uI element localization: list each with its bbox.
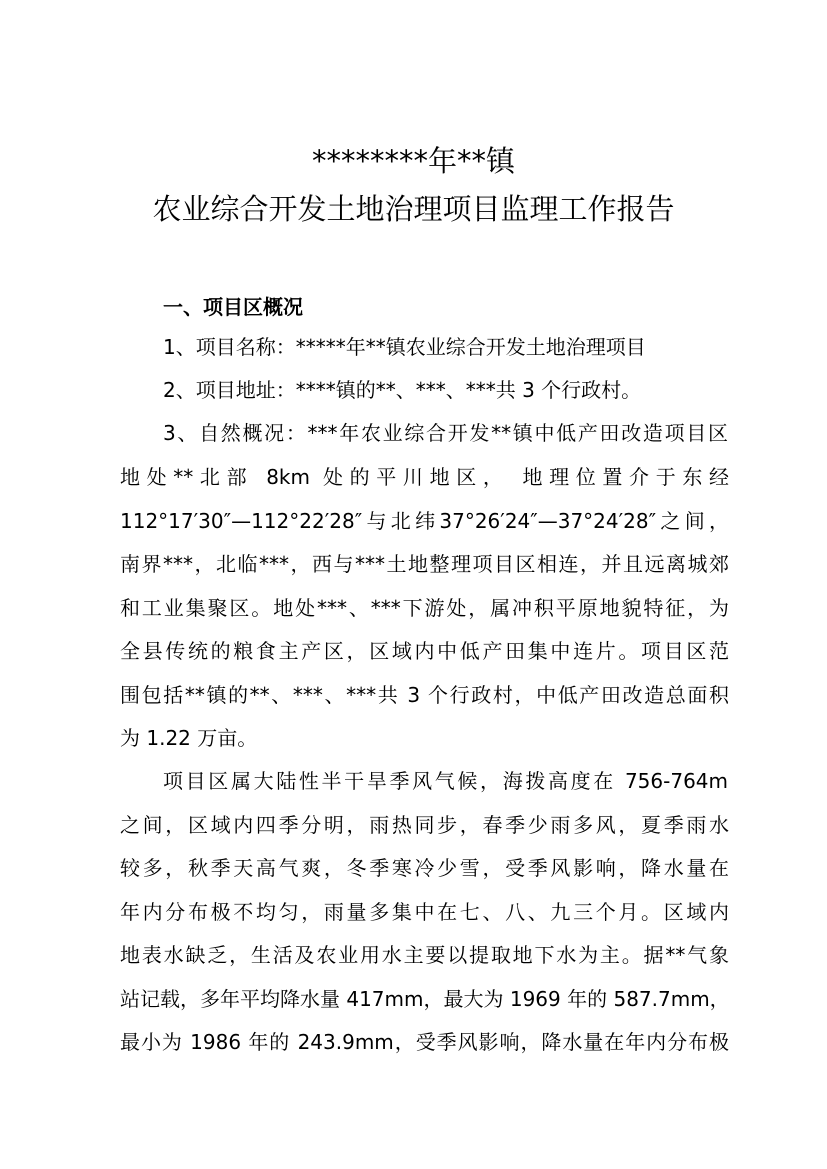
document-title-line2: 农业综合开发土地治理项目监理工作报告 [152, 192, 675, 226]
document-title-line1: ********年**镇 [311, 144, 515, 178]
section-heading: 一、项目区概况 [163, 295, 303, 319]
paragraph-line: 最小为 1986 年的 243.9mm，受季风影响，降水量在年内分布极 [120, 1030, 729, 1054]
paragraph-line: 站记载，多年平均降水量 417mm，最大为 1969 年的 587.7mm， [120, 987, 730, 1011]
paragraph-line: 和工业集聚区。地处***、***下游处，属冲积平原地貌特征，为 [120, 596, 729, 620]
project-name-item: 1、项目名称：*****年**镇农业综合开发土地治理项目 [163, 335, 646, 359]
paragraph-line: 地处**北部 8km 处的平川地区， 地理位置介于东经 [120, 465, 729, 489]
paragraph-line: 项目区属大陆性半干旱季风气候，海拨高度在 756-764m [163, 769, 728, 793]
paragraph-line: 较多，秋季天高气爽，冬季寒冷少雪，受季风影响，降水量在 [120, 856, 729, 880]
paragraph-line: 112°17′30″—112°22′28″与北纬37°26′24″—37°24′28″之间， [120, 509, 729, 533]
paragraph-line: 围包括**镇的**、***、***共 3 个行政村，中低产田改造总面积 [120, 683, 729, 707]
project-address-item: 2、项目地址：****镇的**、***、***共 3 个行政村。 [163, 378, 642, 402]
paragraph-line: 南界***，北临***，西与***土地整理项目区相连，并且远离城郊 [120, 552, 729, 576]
paragraph-line: 地表水缺乏，生活及农业用水主要以提取地下水为主。据**气象 [120, 943, 729, 967]
paragraph-line: 3、自然概况：***年农业综合开发**镇中低产田改造项目区 [163, 421, 728, 445]
paragraph-line: 全县传统的粮食主产区，区域内中低产田集中连片。项目区范 [120, 639, 729, 663]
paragraph-line: 为 1.22 万亩。 [120, 726, 258, 750]
paragraph-line: 之间，区域内四季分明，雨热同步，春季少雨多风，夏季雨水 [120, 813, 729, 837]
paragraph-line: 年内分布极不均匀，雨量多集中在七、八、九三个月。区域内 [120, 900, 729, 924]
